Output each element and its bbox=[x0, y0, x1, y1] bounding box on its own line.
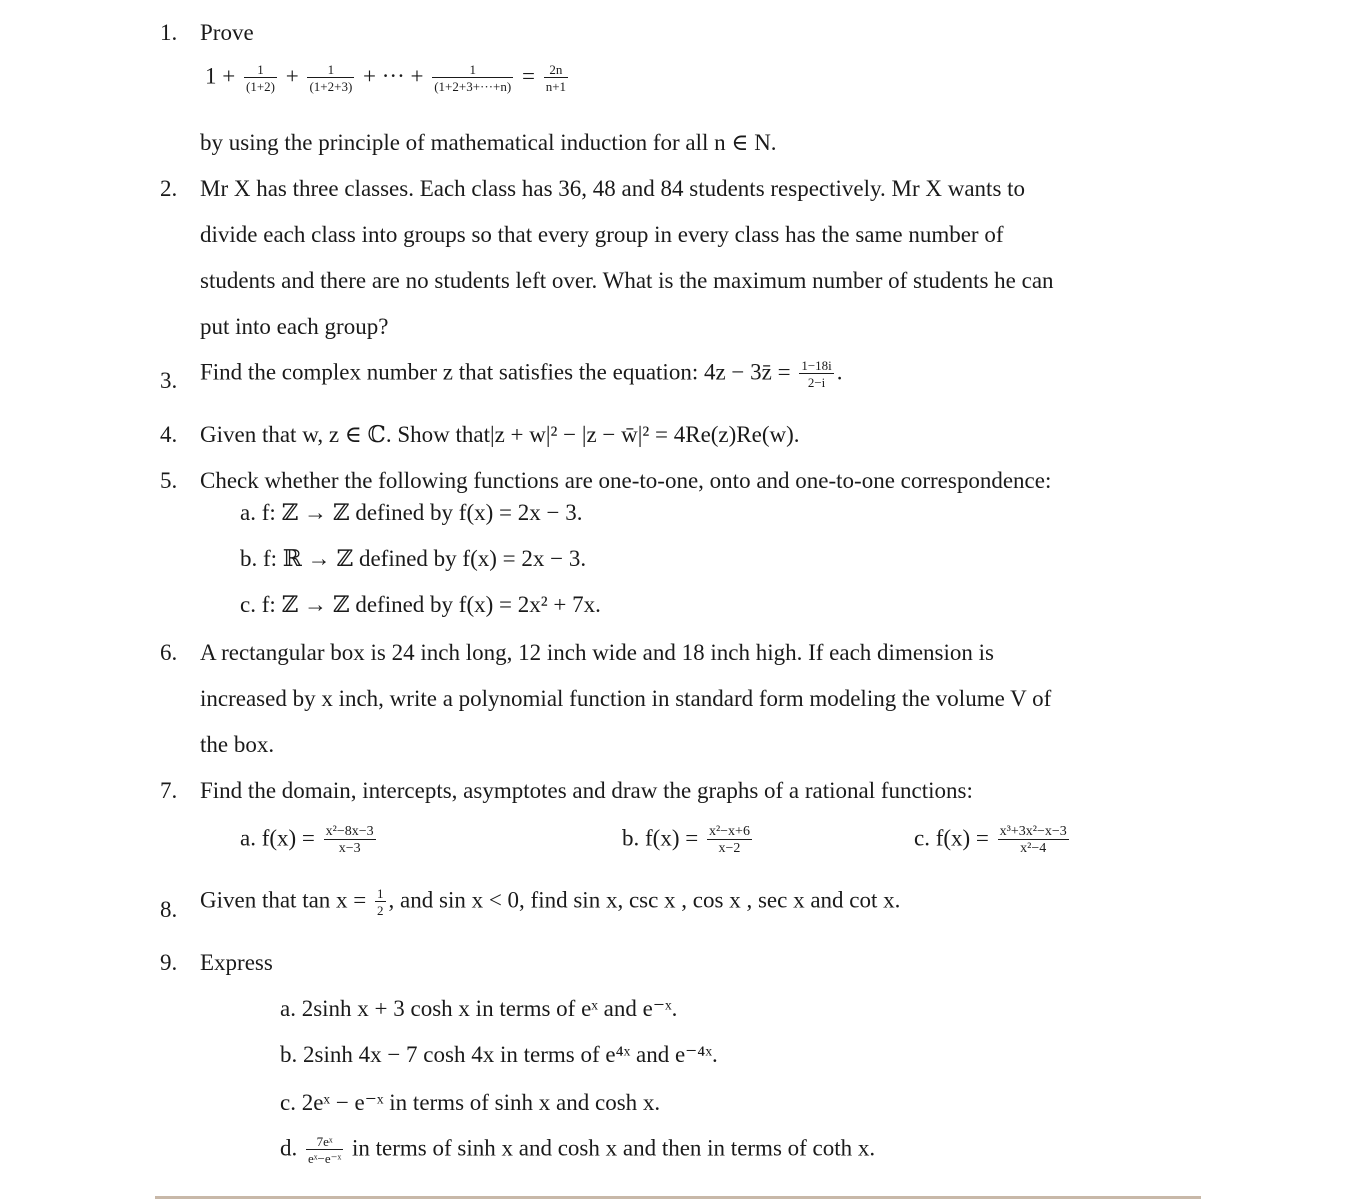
q9-title: Express bbox=[200, 950, 273, 975]
q7-c-num: x³+3x²−x−3 bbox=[999, 824, 1067, 839]
q3-number: 3. bbox=[160, 368, 178, 393]
q1-plus-2: + ··· + bbox=[363, 63, 424, 89]
q3-line bbox=[200, 358, 843, 390]
q1-f1-num: 1 bbox=[257, 62, 264, 77]
q5-part-b: b. f: ℝ → ℤ defined by f(x) = 2x − 3. bbox=[240, 546, 587, 571]
q6-line-3: the box. bbox=[200, 732, 275, 757]
q2-line-4: put into each group? bbox=[200, 314, 389, 339]
q1-fraction-3 bbox=[432, 62, 513, 94]
q8-f-num: 1 bbox=[377, 886, 384, 901]
q4-text: Given that w, z ∈ ℂ. Show that|z + w|² − |z − w̄|² = 4Re(z)Re(w). bbox=[200, 422, 800, 447]
q9-part-a: a. 2sinh x + 3 cosh x in terms of eˣ and e⁻ˣ. bbox=[280, 996, 678, 1021]
q6-line-2: increased by x inch, write a polynomial function in standard form modeling the volume V of bbox=[200, 686, 1052, 711]
q7-b-num: x²−x+6 bbox=[708, 824, 750, 839]
q3-f-den: 2−i bbox=[799, 373, 833, 390]
q1-fraction-2 bbox=[307, 62, 354, 94]
q5-text: Check whether the following functions are one-to-one, onto and one-to-one correspondence: bbox=[200, 468, 1052, 493]
q1-r-num: 2n bbox=[549, 62, 563, 77]
q7-b-fraction bbox=[707, 824, 752, 856]
q2-line-1: Mr X has three classes. Each class has 36, 48 and 84 students respectively. Mr X wants to bbox=[200, 176, 1026, 201]
q9-d-label: d. bbox=[280, 1135, 298, 1161]
q1-fraction-result bbox=[544, 62, 568, 94]
q5-part-c: c. f: ℤ → ℤ defined by f(x) = 2x² + 7x. bbox=[240, 592, 601, 617]
q7-a-den: x−3 bbox=[324, 839, 376, 856]
q6-number: 6. bbox=[160, 640, 178, 665]
q9-d-text: in terms of sinh x and cosh x and then in terms of coth x. bbox=[352, 1135, 876, 1161]
q9-number: 9. bbox=[160, 950, 178, 975]
q9-d-fraction bbox=[306, 1134, 343, 1166]
q1-text: by using the principle of mathematical induction for all n ∈ N. bbox=[200, 130, 777, 155]
q1-f2-den: (1+2+3) bbox=[309, 79, 353, 94]
q1-plus-1: + bbox=[285, 63, 299, 89]
q7-a-num: x²−8x−3 bbox=[325, 824, 374, 839]
q5-number: 5. bbox=[160, 468, 178, 493]
q4-number: 4. bbox=[160, 422, 178, 447]
q7-number: 7. bbox=[160, 778, 178, 803]
q1-r-den: n+1 bbox=[545, 79, 567, 94]
q2-line-3: students and there are no students left over. What is the maximum number of students he can bbox=[200, 268, 1054, 293]
q8-post: , and sin x < 0, find sin x, csc x , cos x , sec x and cot x. bbox=[388, 887, 901, 913]
q1-fraction-1 bbox=[244, 62, 277, 94]
q1-f2-num: 1 bbox=[327, 62, 335, 77]
q7-a-fraction bbox=[324, 824, 376, 856]
q3-f-num: 1−18i bbox=[801, 358, 832, 373]
q2-number: 2. bbox=[160, 176, 178, 201]
q7-b-label: b. f(x) = bbox=[622, 825, 699, 851]
q9-d-den: eˣ−e⁻ˣ bbox=[308, 1151, 342, 1166]
q8-fraction bbox=[375, 886, 386, 918]
q1-equation bbox=[205, 62, 571, 94]
q1-f3-num: 1 bbox=[469, 62, 476, 77]
q1-title: Prove bbox=[200, 20, 254, 45]
q1-eq-start: 1 + bbox=[205, 63, 236, 89]
q6-line-1: A rectangular box is 24 inch long, 12 inch wide and 18 inch high. If each dimension is bbox=[200, 640, 994, 665]
q1-number: 1. bbox=[160, 20, 178, 45]
q1-f1-den: (1+2) bbox=[245, 79, 275, 94]
q7-part-a bbox=[240, 824, 379, 856]
q1-f3-den: (1+2+3+···+n) bbox=[434, 79, 512, 94]
q3-end: . bbox=[836, 359, 843, 385]
q7-part-c bbox=[914, 824, 1072, 856]
q1-equals: = bbox=[521, 63, 535, 89]
q7-a-label: a. f(x) = bbox=[240, 825, 315, 851]
q3-fraction bbox=[799, 358, 833, 390]
q8-f-den: 2 bbox=[377, 903, 384, 918]
q2-line-2: divide each class into groups so that every group in every class has the same number of bbox=[200, 222, 1004, 247]
q9-d-num: 7eˣ bbox=[316, 1134, 333, 1149]
q7-c-label: c. f(x) = bbox=[914, 825, 989, 851]
q3-text: Find the complex number z that satisfies the equation: 4z − 3z̄ = bbox=[200, 359, 791, 385]
q7-text: Find the domain, intercepts, asymptotes and draw the graphs of a rational functions: bbox=[200, 778, 973, 803]
q8-line bbox=[200, 886, 900, 918]
q9-part-d bbox=[280, 1134, 875, 1166]
q8-number: 8. bbox=[160, 897, 178, 922]
q9-part-b: b. 2sinh 4x − 7 cosh 4x in terms of e⁴ˣ and e⁻⁴ˣ. bbox=[280, 1042, 718, 1067]
q7-b-den: x−2 bbox=[707, 839, 752, 856]
q5-part-a: a. f: ℤ → ℤ defined by f(x) = 2x − 3. bbox=[240, 500, 583, 525]
q7-c-fraction bbox=[998, 824, 1069, 856]
q7-part-b bbox=[622, 824, 755, 856]
q8-pre: Given that tan x = bbox=[200, 887, 367, 913]
q9-part-c: c. 2eˣ − e⁻ˣ in terms of sinh x and cosh x. bbox=[280, 1090, 661, 1115]
q7-c-den: x²−4 bbox=[998, 839, 1069, 856]
bottom-divider bbox=[155, 1196, 1201, 1199]
